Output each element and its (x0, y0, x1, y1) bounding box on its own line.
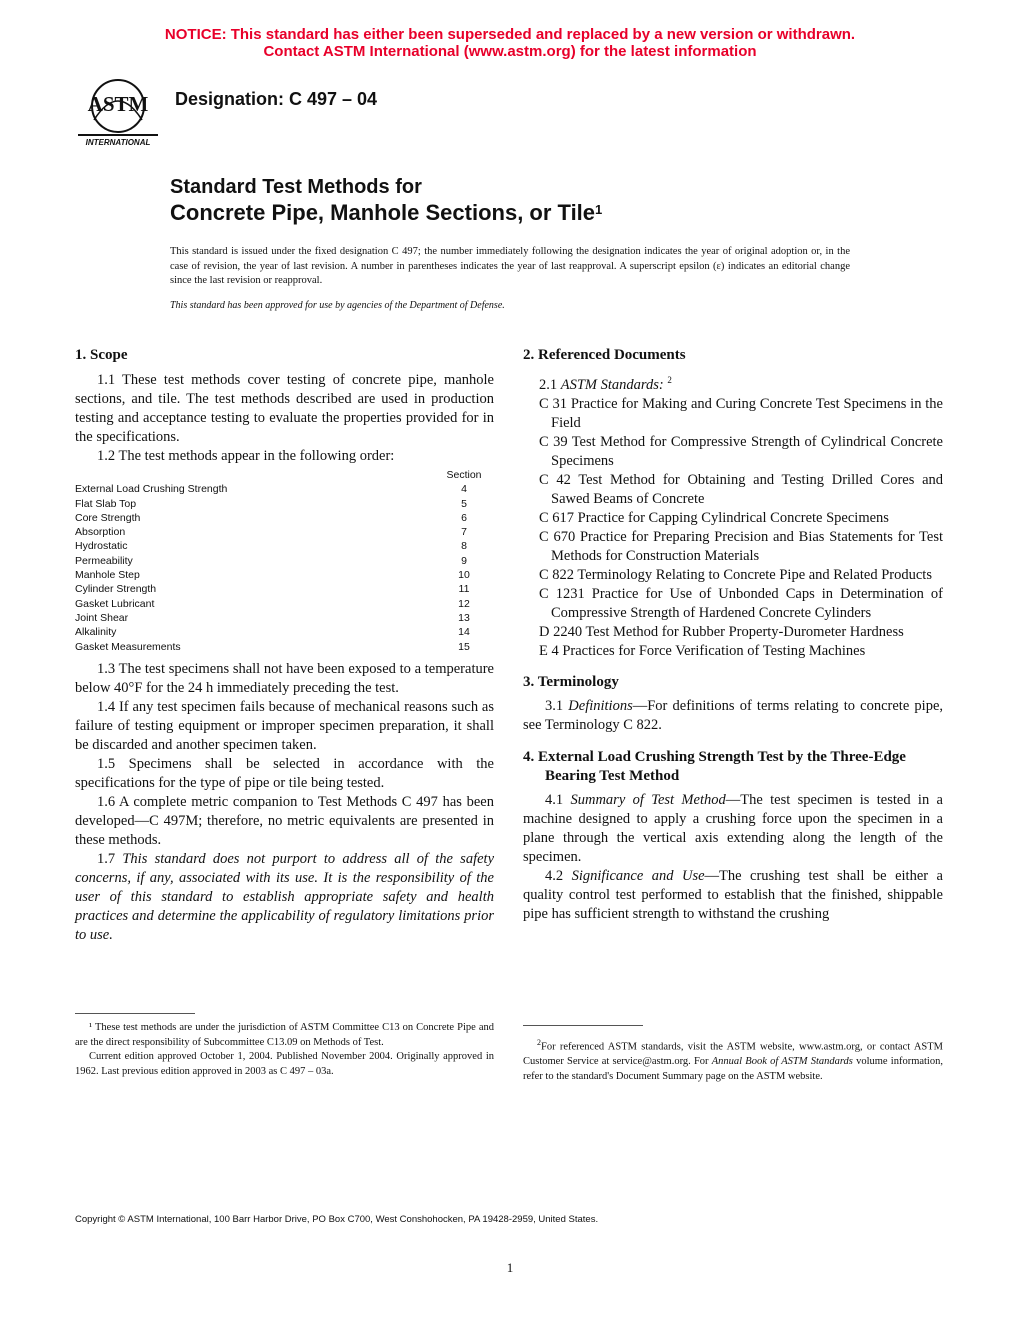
left-column (75, 346, 494, 945)
toc-section-number: 14 (458, 626, 470, 639)
toc-test-name: External Load Crushing Strength (75, 483, 228, 496)
toc-section-number: 9 (461, 554, 467, 567)
section-order-table (75, 468, 494, 654)
toc-section-number: 11 (458, 583, 470, 596)
astm-logo-icon (74, 74, 162, 150)
toc-section-number: 13 (458, 611, 470, 624)
toc-section-number: 6 (461, 511, 467, 524)
toc-test-name: Absorption (75, 526, 126, 539)
designation: Designation: C 497 – 04 (175, 89, 378, 109)
toc-row (75, 640, 494, 654)
toc-test-name: Joint Shear (75, 611, 129, 624)
toc-test-name: Core Strength (75, 511, 141, 524)
toc-section-number: 12 (458, 597, 470, 610)
para-1-5: 1.5 Specimens shall be selected in accordance with the specifications for the type of pipe or tile being tested. (75, 755, 494, 791)
toc-row (75, 625, 494, 639)
section-1-heading: 1. Scope (75, 347, 128, 363)
right-column (523, 346, 943, 924)
toc-test-name: Alkalinity (75, 626, 117, 639)
para-1-1: 1.1 These test methods cover testing of concrete pipe, manhole sections, and tile. The test methods described are used in production testing and acceptance testing to evaluate the properties provided for in the specifications. (75, 372, 494, 445)
toc-row (75, 611, 494, 625)
title-footnote-mark: 1 (595, 202, 603, 217)
toc-test-name: Manhole Step (75, 569, 140, 582)
toc-row (75, 568, 494, 582)
footnote-2 (523, 1025, 943, 1084)
toc-test-name: Hydrostatic (75, 540, 128, 553)
toc-row (75, 511, 494, 525)
notice-line-2: Contact ASTM International (www.astm.org) for the latest information (263, 43, 757, 60)
referenced-document: C 822 Terminology Relating to Concrete Pipe and Related Products (539, 566, 932, 583)
withdrawal-notice (0, 26, 1020, 60)
toc-section-number: 10 (458, 569, 470, 582)
section-2-heading: 2. Referenced Documents (523, 347, 686, 363)
section-3-heading: 3. Terminology (523, 673, 619, 690)
document-title (170, 175, 602, 226)
footnote-2-text: $^2$For referenced ASTM standards, visit the ASTM website, www.astm.org, or contact ASTM Customer Service at service@astm.org. For Annual Book of ASTM Standards volume information, refer to the standard's Document Summary page on the ASTM website. (523, 1038, 943, 1082)
para-1-4: 1.4 If any test specimen fails because of mechanical reasons such as failure of testing equipment or improper specimen preparation, it shall be discarded and another specimen taken. (75, 698, 494, 753)
referenced-document: C 39 Test Method for Compressive Strength of Cylindrical Concrete Specimens (539, 433, 943, 469)
title-line-2: Concrete Pipe, Manhole Sections, or Tile$^1$ (170, 200, 603, 225)
toc-row (75, 482, 494, 496)
footnote-1 (75, 1013, 494, 1079)
footnote-1-text: ¹ These test methods are under the jurisdiction of ASTM Committee C13 on Concrete Pipe and are the direct responsibility of Subcommittee C13.09 on Methods of Test. (75, 1022, 494, 1048)
para-3-1: 3.1 Definitions—For definitions of terms relating to concrete pipe, see Terminology C 822. (523, 697, 943, 733)
para-4-1: 4.1 Summary of Test Method—The test specimen is tested in a machine designed to apply a crushing force upon the specimen in a plane through the vertical axis extending along the length of the specimen. (523, 791, 943, 865)
referenced-document: C 617 Practice for Capping Cylindrical Concrete Specimens (539, 509, 889, 526)
astm-standards-subhead: 2.1 ASTM Standards: $^2$ (539, 375, 672, 393)
toc-test-name: Gasket Measurements (75, 640, 181, 653)
para-4-2: 4.2 Significance and Use—The crushing test shall be either a quality control test performed to establish that the finished, shippable pipe has sufficient strength to withstand the crushing (523, 867, 943, 922)
referenced-document: C 670 Practice for Preparing Precision and Bias Statements for Test Methods for Construction Materials (539, 528, 943, 564)
defense-approval-note: This standard has been approved for use by agencies of the Department of Defense. (170, 300, 505, 311)
para-1-2: 1.2 The test methods appear in the following order: (97, 448, 395, 464)
toc-row (75, 554, 494, 568)
toc-test-name: Cylinder Strength (75, 583, 157, 596)
para-1-3: 1.3 The test specimens shall not have been exposed to a temperature below 40°F for the 24 h immediately preceding the test. (75, 660, 494, 696)
toc-row (75, 525, 494, 539)
toc-section-number: 5 (461, 497, 467, 510)
safety-statement: This standard does not purport to address all of the safety concerns, if any, associated with its use. It is the responsibility of the user of this standard to establish appropriate safety and health practices and determine the applicability of regulatory limitations prior to use. (75, 850, 494, 943)
astm-logo (74, 74, 162, 150)
logo-caption: INTERNATIONAL (85, 138, 151, 147)
toc-section-number: 15 (458, 640, 470, 653)
toc-section-number: 7 (461, 526, 467, 539)
title-line-1: Standard Test Methods for (170, 176, 422, 198)
copyright-line: Copyright © ASTM International, 100 Barr Harbor Drive, PO Box C700, West Conshohocken, PA 19428-2959, United States. (75, 1214, 599, 1225)
section-4-heading: 4. External Load Crushing Strength Test by the Three-Edge Bearing Test Method (523, 748, 906, 784)
para-1-7: 1.7 This standard does not purport to address all of the safety concerns, if any, associated with its use. It is the responsibility of the user of this standard to establish appropriate safety and health practices and determine the applicability of regulatory limitations prior to use. (75, 850, 494, 943)
toc-row (75, 597, 494, 611)
toc-row (75, 539, 494, 553)
toc-test-name: Gasket Lubricant (75, 597, 155, 610)
referenced-document: D 2240 Test Method for Rubber Property-Durometer Hardness (539, 623, 904, 640)
referenced-documents-list (523, 395, 943, 661)
toc-row (75, 497, 494, 511)
page-number: 1 (506, 1260, 514, 1275)
toc-section-number: 8 (461, 540, 467, 553)
referenced-document: C 1231 Practice for Use of Unbonded Caps in Determination of Compressive Strength of Hardened Concrete Cylinders (539, 585, 943, 621)
referenced-document: C 31 Practice for Making and Curing Concrete Test Specimens in the Field (539, 395, 943, 431)
toc-section-number: 4 (461, 483, 467, 496)
toc-row (75, 582, 494, 596)
referenced-document: E 4 Practices for Force Verification of Testing Machines (539, 642, 866, 659)
logo-mark-text: ASTM (87, 92, 149, 116)
toc-test-name: Permeability (75, 554, 133, 567)
toc-test-name: Flat Slab Top (75, 497, 137, 510)
footnote-1-edition: Current edition approved October 1, 2004. Published November 2004. Originally approved in 1962. Last previous edition approved in 2003 as C 497 – 03a. (75, 1051, 494, 1077)
referenced-document: C 42 Test Method for Obtaining and Testing Drilled Cores and Sawed Beams of Concrete (539, 471, 943, 507)
issuance-note: This standard is issued under the fixed designation C 497; the number immediately following the designation indicates the year of original adoption or, in the case of revision, the year of last revision. A number in parentheses indicates the year of last reapproval. A superscript epsilon (ε) indicates an editorial change since the last revision or reapproval. (170, 246, 850, 286)
toc-header: Section (446, 469, 482, 481)
notice-line-1: NOTICE: This standard has either been superseded and replaced by a new version or withdrawn. (164, 26, 856, 43)
para-1-6: 1.6 A complete metric companion to Test Methods C 497 has been developed—C 497M; therefore, no metric equivalents are presented in these methods. (75, 793, 494, 848)
